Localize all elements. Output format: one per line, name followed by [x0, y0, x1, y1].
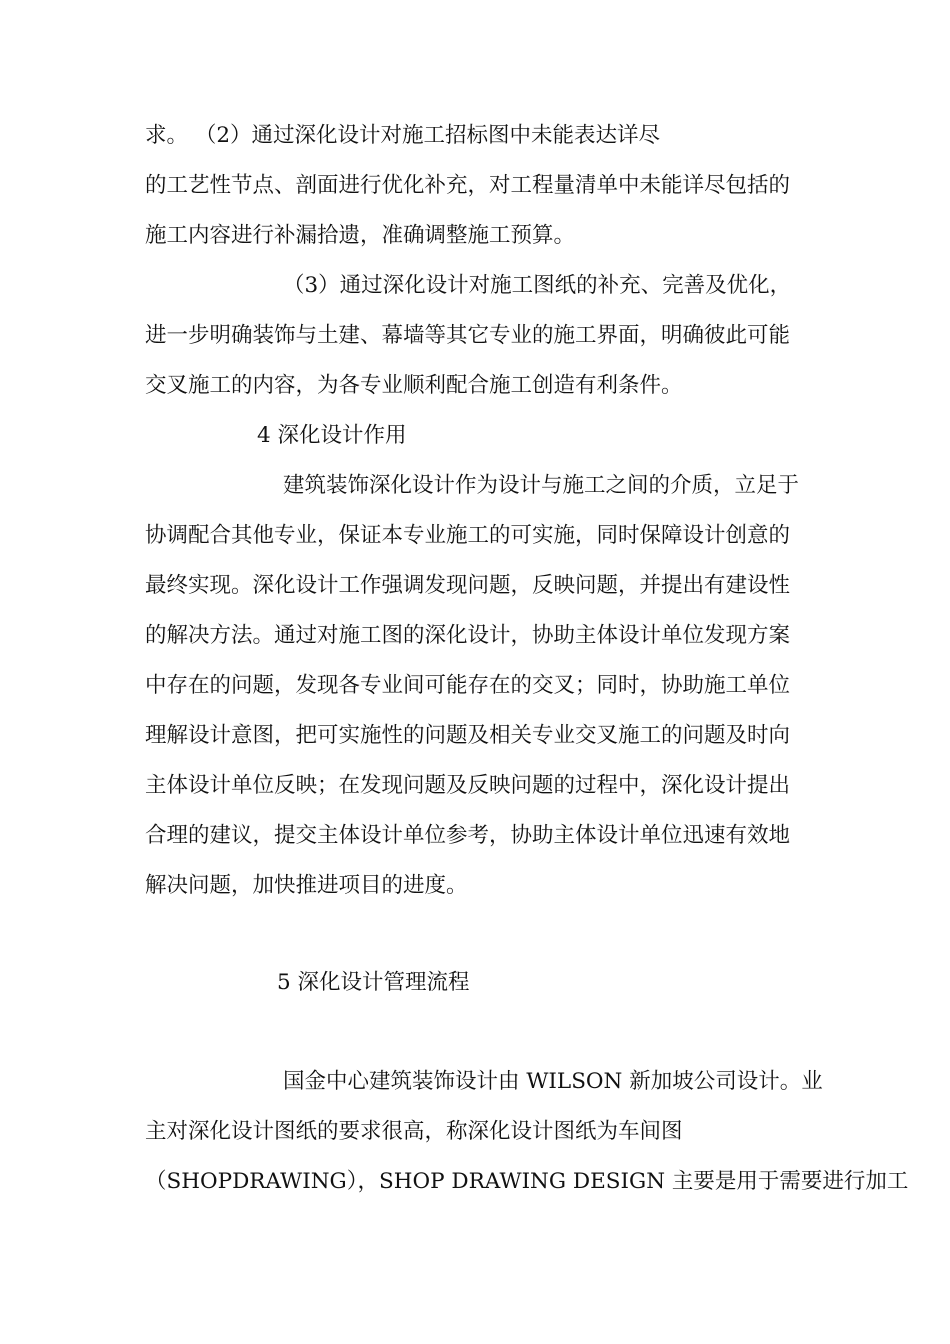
- text-line: 合理的建议，提交主体设计单位参考，协助主体设计单位迅速有效地: [145, 823, 791, 848]
- section-heading: 4 深化设计作用: [257, 423, 407, 448]
- text-line: 交叉施工的内容，为各专业顺利配合施工创造有利条件。: [145, 373, 683, 398]
- section-heading: 5 深化设计管理流程: [277, 970, 470, 995]
- text-line: （SHOPDRAWING），SHOP DRAWING DESIGN 主要是用于需要进行加工: [145, 1169, 909, 1194]
- text-line: 施工内容进行补漏拾遗，准确调整施工预算。: [145, 223, 576, 248]
- text-line: （3）通过深化设计对施工图纸的补充、完善及优化，: [283, 273, 792, 298]
- text-line: 主对深化设计图纸的要求很高，称深化设计图纸为车间图: [145, 1119, 683, 1144]
- text-line: 求。 （2）通过深化设计对施工招标图中未能表达详尽: [145, 123, 661, 148]
- text-line: 理解设计意图，把可实施性的问题及相关专业交叉施工的问题及时向: [145, 723, 791, 748]
- text-line: 协调配合其他专业，保证本专业施工的可实施，同时保障设计创意的: [145, 523, 791, 548]
- text-line: 的工艺性节点、剖面进行优化补充，对工程量清单中未能详尽包括的: [145, 173, 791, 198]
- text-line: 进一步明确装饰与土建、幕墙等其它专业的施工界面，明确彼此可能: [145, 323, 791, 348]
- text-line: 国金中心建筑装饰设计由 WILSON 新加坡公司设计。业: [283, 1069, 823, 1094]
- text-line: 中存在的问题，发现各专业间可能存在的交叉；同时，协助施工单位: [145, 673, 791, 698]
- text-line: 建筑装饰深化设计作为设计与施工之间的介质，立足于: [283, 473, 800, 498]
- text-line: 解决问题，加快推进项目的进度。: [145, 873, 468, 898]
- text-line: 最终实现。深化设计工作强调发现问题，反映问题，并提出有建设性: [145, 573, 791, 598]
- text-line: 的解决方法。通过对施工图的深化设计，协助主体设计单位发现方案: [145, 623, 791, 648]
- text-line: 主体设计单位反映；在发现问题及反映问题的过程中，深化设计提出: [145, 773, 791, 798]
